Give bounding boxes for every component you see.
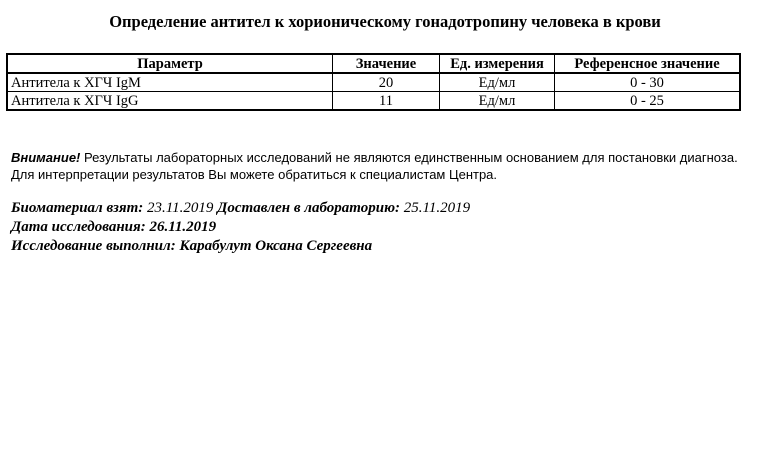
header-parameter: Параметр	[7, 54, 333, 73]
table-row	[7, 92, 740, 111]
study-date: 26.11.2019	[149, 219, 217, 235]
study-date-label: Дата исследования:	[11, 219, 146, 235]
results-table	[6, 53, 741, 111]
delivered-label: Доставлен в лабораторию:	[217, 200, 401, 216]
cell-unit: Ед/мл	[440, 92, 555, 111]
header-value: Значение	[333, 54, 440, 73]
biomaterial-label: Биоматериал взят:	[11, 200, 144, 216]
meta-line-biomaterial	[11, 199, 751, 218]
meta-line-performed-by	[11, 237, 751, 256]
cell-reference: 0 - 25	[555, 92, 741, 111]
performed-by-label: Исследование выполнил:	[11, 238, 176, 254]
table-row	[7, 73, 740, 92]
cell-reference: 0 - 30	[555, 73, 741, 92]
performed-by: Карабулут Оксана Сергеевна	[179, 238, 373, 254]
cell-value: 11	[333, 92, 440, 111]
header-reference: Референсное значение	[555, 54, 741, 73]
sample-meta	[11, 199, 751, 256]
cell-unit: Ед/мл	[440, 73, 555, 92]
table-header-row	[7, 54, 740, 73]
cell-parameter: Антитела к ХГЧ IgG	[7, 92, 333, 111]
header-unit: Ед. измерения	[440, 54, 555, 73]
notice-line-1	[11, 149, 751, 166]
meta-line-study-date	[11, 218, 751, 237]
document-title: Определение антител к хорионическому гонадотропину человека в крови	[109, 12, 661, 31]
warning-label: Внимание!	[11, 150, 81, 165]
notice-line-2: Для интерпретации результатов Вы можете обратиться к специалистам Центра.	[11, 167, 498, 182]
disclaimer-notice	[11, 149, 751, 183]
notice-text-1: Результаты лабораторных исследований не являются единственным основанием для постановки диагноза.	[80, 150, 738, 165]
delivered-date: 25.11.2019	[403, 200, 471, 216]
biomaterial-date: 23.11.2019	[147, 200, 214, 216]
cell-value: 20	[333, 73, 440, 92]
cell-parameter: Антитела к ХГЧ IgM	[7, 73, 333, 92]
